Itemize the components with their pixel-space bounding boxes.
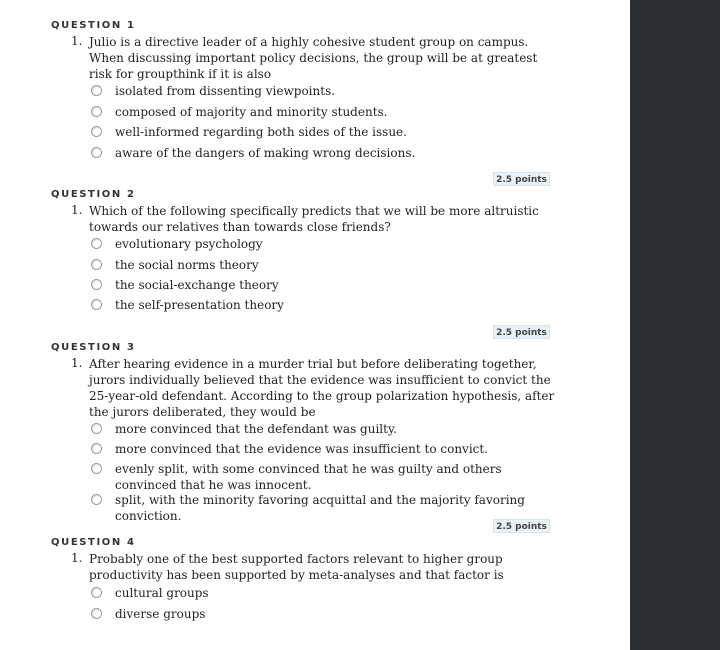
question-text: Julio is a directive leader of a highly cohesive student group on campus. When discussing important policy decisions, the group will be at greatest risk for groupthink if it is also: [89, 35, 538, 81]
radio-button[interactable]: [91, 494, 102, 505]
answer-option-label: aware of the dangers of making wrong decisions.: [115, 146, 416, 160]
answer-option-label: the social norms theory: [115, 258, 259, 272]
answer-option[interactable]: [0, 145, 630, 163]
answer-option[interactable]: [0, 277, 630, 295]
question-number: 1.: [71, 551, 83, 565]
answer-option-label: more convinced that the evidence was insufficient to convict.: [115, 442, 489, 456]
question-number: 1.: [71, 34, 83, 48]
answer-option[interactable]: [0, 236, 630, 254]
radio-button[interactable]: [91, 259, 102, 270]
answer-option-label: evenly split, with some convinced that he was guilty and others convinced that he was innocent.: [115, 462, 502, 492]
radio-button[interactable]: [91, 147, 102, 158]
radio-button[interactable]: [91, 463, 102, 474]
answer-option[interactable]: [0, 421, 630, 439]
answer-option[interactable]: [0, 257, 630, 275]
question-header: QUESTION 4: [51, 537, 136, 548]
points-badge: 2.5 points: [493, 325, 550, 339]
answer-option-label: diverse groups: [115, 607, 206, 621]
radio-button[interactable]: [91, 106, 102, 117]
answer-option-label: well-informed regarding both sides of the issue.: [115, 125, 407, 139]
answer-option[interactable]: [0, 441, 630, 459]
question-header: QUESTION 2: [51, 189, 136, 200]
answer-option-label: more convinced that the defendant was guilty.: [115, 422, 397, 436]
radio-button[interactable]: [91, 608, 102, 619]
question-number: 1.: [71, 203, 83, 217]
answer-option-label: split, with the minority favoring acquittal and the majority favoring conviction.: [115, 493, 525, 523]
answer-option-label: isolated from dissenting viewpoints.: [115, 84, 336, 98]
answer-option[interactable]: [0, 461, 630, 495]
question-text: After hearing evidence in a murder trial but before deliberating together, jurors individually believed that the evidence was insufficient to convict the 25-year-old defendant. According to the group polarization hypothesis, after the jurors deliberated, they would be: [89, 357, 555, 419]
answer-option[interactable]: [0, 297, 630, 315]
points-badge: 2.5 points: [493, 519, 550, 533]
question-text: Probably one of the best supported factors relevant to higher group productivity has been supported by meta-analyses and that factor is: [89, 552, 504, 582]
answer-option[interactable]: [0, 104, 630, 122]
question-text: Which of the following specifically predicts that we will be more altruistic towards our relatives than towards close friends?: [89, 204, 539, 234]
answer-option[interactable]: [0, 83, 630, 101]
radio-button[interactable]: [91, 443, 102, 454]
radio-button[interactable]: [91, 85, 102, 96]
radio-button[interactable]: [91, 299, 102, 310]
question-number: 1.: [71, 356, 83, 370]
answer-option[interactable]: [0, 585, 630, 603]
answer-option[interactable]: [0, 492, 630, 523]
radio-button[interactable]: [91, 279, 102, 290]
radio-button[interactable]: [91, 587, 102, 598]
question-header: QUESTION 3: [51, 342, 136, 353]
radio-button[interactable]: [91, 238, 102, 249]
question-header: QUESTION 1: [51, 20, 136, 31]
answer-option[interactable]: [0, 124, 630, 142]
answer-option-label: the social-exchange theory: [115, 278, 279, 292]
answer-option-label: the self-presentation theory: [115, 298, 284, 312]
radio-button[interactable]: [91, 126, 102, 137]
answer-option[interactable]: [0, 606, 630, 624]
answer-option-label: composed of majority and minority students.: [115, 105, 388, 119]
radio-button[interactable]: [91, 423, 102, 434]
side-panel: [630, 0, 720, 650]
answer-option-label: evolutionary psychology: [115, 237, 263, 251]
points-badge: 2.5 points: [493, 172, 550, 186]
answer-option-label: cultural groups: [115, 586, 209, 600]
